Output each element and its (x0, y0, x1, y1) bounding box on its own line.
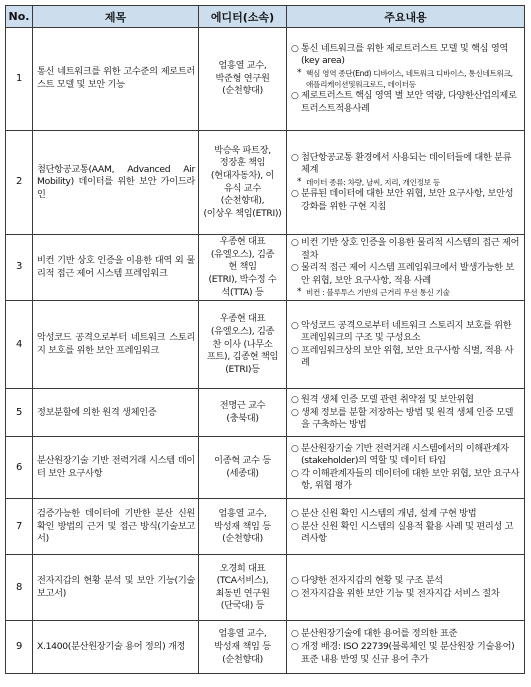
row-number: 2 (6, 131, 33, 235)
summary-item-text: 제로트러스트 핵심 영역 별 보안 역량, 다양한산업의제로트러스트적용사례 (301, 90, 517, 114)
row-title: 전자지갑의 현황 분석 및 보안 기능(기술보고서) (37, 575, 195, 599)
editor-line: 박성재 책임 등 (214, 641, 271, 653)
row-title: 정보분할에 의한 원격 생체인증 (37, 406, 157, 418)
editor-line: (유엘오스), 김종 (210, 325, 275, 337)
row-editor-cell (199, 28, 287, 131)
summary-list (290, 237, 521, 298)
row-editor-cell (199, 499, 287, 555)
asterisk-bullet-icon: * (297, 177, 302, 187)
row-summary-cell (287, 555, 525, 621)
editor-line: 엄흥열 교수, (218, 60, 267, 72)
row-title-cell (33, 621, 199, 674)
editor-line: 우종현 대표 (219, 313, 266, 325)
row-number: 9 (6, 621, 33, 674)
circle-bullet-icon: ○ (291, 508, 299, 519)
summary-item-text: 비컨 기반 상호 인증을 이용한 물리적 시스템의 접근 제어 절차 (301, 237, 520, 261)
editor-line: (순천향대) (222, 533, 263, 545)
table-body (6, 28, 525, 674)
summary-item-text: 악성코드 공격으로부터 네트워크 스토리지 보호를 위한 프레임워크의 구조 및 구성요소 (301, 319, 512, 344)
editor-line: 유식 교수 (224, 182, 261, 194)
summary-item-text: 분산 신원 확인 시스템의 실용적 활용 사례 및 편리성 고려사항 (301, 520, 514, 545)
summary-item (290, 262, 521, 287)
circle-bullet-icon: ○ (291, 189, 299, 199)
row-number: 8 (6, 555, 33, 621)
circle-bullet-icon: ○ (291, 43, 299, 54)
editor-line: 최동빈 연구원 (215, 587, 270, 599)
summary-item-text: 통신 네트워크를 위한 제로트러스트 모델 및 핵심 영역(key area) (301, 42, 508, 67)
table-row (6, 437, 525, 499)
summary-list (290, 575, 521, 600)
row-summary-cell (287, 499, 525, 555)
row-summary-cell (287, 235, 525, 301)
summary-item (290, 521, 521, 546)
editor-line: (ETRI)등 (225, 363, 260, 375)
editor-line: 우종현 대표 (219, 236, 266, 248)
summary-item-text: 전자지갑을 위한 보안 기능 및 전자지갑 서비스 절차 (301, 587, 500, 599)
summary-list (290, 320, 521, 370)
asterisk-bullet-icon: * (297, 287, 302, 298)
row-editor-cell (199, 301, 287, 389)
header-no: No. (6, 6, 33, 28)
summary-item-text: 분류된 데이터에 대한 보안 위협, 보안 요구사항, 보안성 강화를 위한 구현 지침 (301, 188, 514, 212)
row-number: 6 (6, 437, 33, 499)
summary-item-text: 분산원장기술에 대한 용어를 정의한 표준 (301, 628, 458, 640)
editor-line: 석(TTA) 등 (221, 286, 264, 298)
editor-line: (ETRI), 박수정 수 (208, 273, 277, 285)
circle-bullet-icon: ○ (291, 576, 299, 587)
summary-item (290, 188, 521, 213)
summary-item (290, 575, 521, 588)
circle-bullet-icon: ○ (291, 152, 299, 163)
row-number: 5 (6, 389, 33, 437)
row-number: 4 (6, 301, 33, 389)
row-number: 1 (6, 28, 33, 131)
circle-bullet-icon: ○ (291, 521, 299, 532)
summary-item (290, 508, 521, 521)
row-summary-cell (287, 621, 525, 674)
circle-bullet-icon: ○ (291, 629, 299, 640)
row-title: 분산원장기술 기반 전력거래 시스템 데이터 보안 요구사항 (37, 455, 195, 479)
circle-bullet-icon: ○ (291, 320, 299, 331)
editor-line: (TCA서비스), (216, 575, 269, 587)
editor-line: 찬 이사 (나무소 (212, 338, 273, 350)
editor-line: (세종대) (226, 467, 259, 479)
table-row (6, 301, 525, 389)
table-row (6, 499, 525, 555)
standards-table (5, 5, 525, 674)
asterisk-bullet-icon: * (297, 68, 302, 78)
standards-table-container (5, 5, 524, 674)
table-row (6, 28, 525, 131)
table-row (6, 235, 525, 301)
row-title-cell (33, 301, 199, 389)
summary-note (290, 287, 521, 298)
table-row (6, 389, 525, 437)
row-title: 비컨 기반 상호 인증을 이용한 대역 외 물리적 접근 제어 시스템 프레임워크 (37, 255, 195, 279)
summary-item-text: 분산원장기술 기반 전력거래 시스템에서의 이해관계자(stakeholder)의 역할 및 데이터 타입 (301, 442, 509, 467)
editor-line: 박성재 책임 등 (214, 520, 271, 532)
circle-bullet-icon: ○ (291, 642, 299, 653)
row-title-cell (33, 389, 199, 437)
circle-bullet-icon: ○ (291, 394, 299, 405)
editor-line: (충북대) (226, 412, 259, 424)
row-editor-cell (199, 131, 287, 235)
editor-line: (단국대) 등 (220, 600, 265, 612)
summary-list (290, 152, 521, 213)
summary-item-text: 첨단항공교통 환경에서 사용되는 데이터들에 대한 분류 체계 (301, 151, 512, 176)
header-editor: 에디터(소속) (199, 6, 287, 28)
row-editor-cell (199, 389, 287, 437)
row-title-cell (33, 437, 199, 499)
summary-item (290, 152, 521, 177)
editor-line: 전명근 교수 (219, 400, 266, 412)
summary-item-text: 물리적 접근 제어 시스템 프레임워크에서 발생가능한 보안 위협, 보안 요구사항, 적용 사례 (301, 262, 514, 286)
editor-line: (순천향대), (220, 195, 265, 207)
summary-list (290, 43, 521, 115)
row-editor-cell (199, 437, 287, 499)
header-summary: 주요내용 (287, 6, 525, 28)
editor-line: 정장훈 책임 (219, 157, 266, 169)
header-title: 제목 (33, 6, 199, 28)
summary-item (290, 588, 521, 601)
row-number: 7 (6, 499, 33, 555)
summary-item (290, 468, 521, 493)
editor-line: (유엘오스), 김종 (210, 248, 275, 260)
circle-bullet-icon: ○ (291, 91, 299, 101)
row-summary-cell (287, 301, 525, 389)
editor-line: (이상우 책임(ETRI)) (203, 207, 282, 219)
summary-item (290, 407, 521, 432)
row-summary-cell (287, 437, 525, 499)
editor-line: (순천향대) (222, 653, 263, 665)
summary-list (290, 394, 521, 432)
row-title-cell (33, 555, 199, 621)
row-summary-cell (287, 389, 525, 437)
summary-list (290, 628, 521, 666)
row-summary-cell (287, 28, 525, 131)
summary-item (290, 394, 521, 407)
summary-item (290, 237, 521, 262)
circle-bullet-icon: ○ (291, 468, 299, 479)
row-title-cell (33, 499, 199, 555)
summary-item (290, 641, 521, 666)
row-editor-cell (199, 555, 287, 621)
summary-item (290, 320, 521, 345)
summary-item-text: 데이터 종류: 차량, 날씨, 지리, 개인정보 등 (306, 178, 440, 187)
row-title: 검증가능한 데이터에 기반한 분산 신원 확인 방법의 근거 및 접근 방식(기술보고서) (37, 507, 195, 545)
summary-list (290, 508, 521, 546)
summary-item (290, 628, 521, 641)
summary-item-text: 비컨 : 블루투스 기반의 근거리 무선 통신 기술 (306, 288, 450, 298)
editor-line: 엄흥열 교수, (218, 628, 267, 640)
row-summary-cell (287, 131, 525, 235)
table-row (6, 555, 525, 621)
summary-item (290, 43, 521, 68)
editor-line: 박승욱 파트장, (214, 144, 271, 156)
summary-item-text: 원격 생체 인증 모델 관련 취약점 및 보안위협 (301, 393, 474, 405)
row-number: 3 (6, 235, 33, 301)
editor-line: 이종혁 교수 등 (214, 455, 271, 467)
row-title: 첨단항공교통(AAM, Advanced Air Mobility) 데이터를 위한 보안 가이드라인 (37, 163, 195, 200)
editor-line: 박준형 연구원 (215, 72, 270, 84)
circle-bullet-icon: ○ (291, 238, 299, 248)
summary-note (290, 177, 521, 188)
editor-line: 프트), 김종현 책임 (206, 351, 279, 363)
summary-item (290, 90, 521, 115)
summary-item-text: 다양한 전자지갑의 현황 및 구조 분석 (301, 575, 443, 587)
row-title-cell (33, 28, 199, 131)
row-editor-cell (199, 621, 287, 674)
summary-note (290, 68, 521, 90)
circle-bullet-icon: ○ (291, 443, 299, 454)
summary-item-text: 프레임워크상의 보안 위협, 보안 요구사항 식별, 적용 사례 (301, 344, 514, 369)
summary-item (290, 345, 521, 370)
summary-list (290, 443, 521, 493)
summary-item-text: 분산 신원 확인 시스템의 개념, 설계 구현 방법 (301, 507, 477, 519)
row-title-cell (33, 235, 199, 301)
row-title: 악성코드 공격으로부터 네트워크 스토리지 보호를 위한 보안 프레임워크 (37, 332, 195, 356)
summary-item-text: 핵심 영역 종단(End) 디바이스, 네트워크 디바이스, 통신네트워크, 애플리케이션및워크로드, 데이터등 (306, 69, 513, 89)
editor-line: 현 책임 (228, 261, 257, 273)
circle-bullet-icon: ○ (291, 407, 299, 418)
editor-line: 오경희 대표 (219, 562, 266, 574)
summary-item (290, 443, 521, 468)
editor-line: (현대자동차), 이 (210, 169, 275, 181)
row-title-cell (33, 131, 199, 235)
summary-item-text: 생체 정보를 분할 저장하는 방법 및 원격 생체 인증 모델을 구축하는 방법 (301, 406, 514, 431)
table-row (6, 621, 525, 674)
row-editor-cell (199, 235, 287, 301)
circle-bullet-icon: ○ (291, 588, 299, 599)
circle-bullet-icon: ○ (291, 345, 299, 356)
row-title: X.1400(분산원장기술 용어 정의) 개정 (37, 641, 186, 653)
summary-item-text: 개정 배경: ISO 22739(블록체인 및 분산원장 기술용어) 표준 내용 반영 및 신규 용어 추가 (301, 641, 515, 665)
row-title: 통신 네트워크를 위한 고수준의 제로트러스트 모델 및 보안 기능 (37, 66, 195, 90)
editor-line: 엄흥열 교수, (218, 507, 267, 519)
summary-item-text: 각 이해관계자들의 데이터에 대한 보안 위협, 보안 요구사항, 위협 평가 (301, 467, 520, 492)
table-row (6, 131, 525, 235)
circle-bullet-icon: ○ (291, 263, 299, 274)
table-header-row (6, 6, 525, 28)
editor-line: (순천향대) (222, 85, 263, 97)
